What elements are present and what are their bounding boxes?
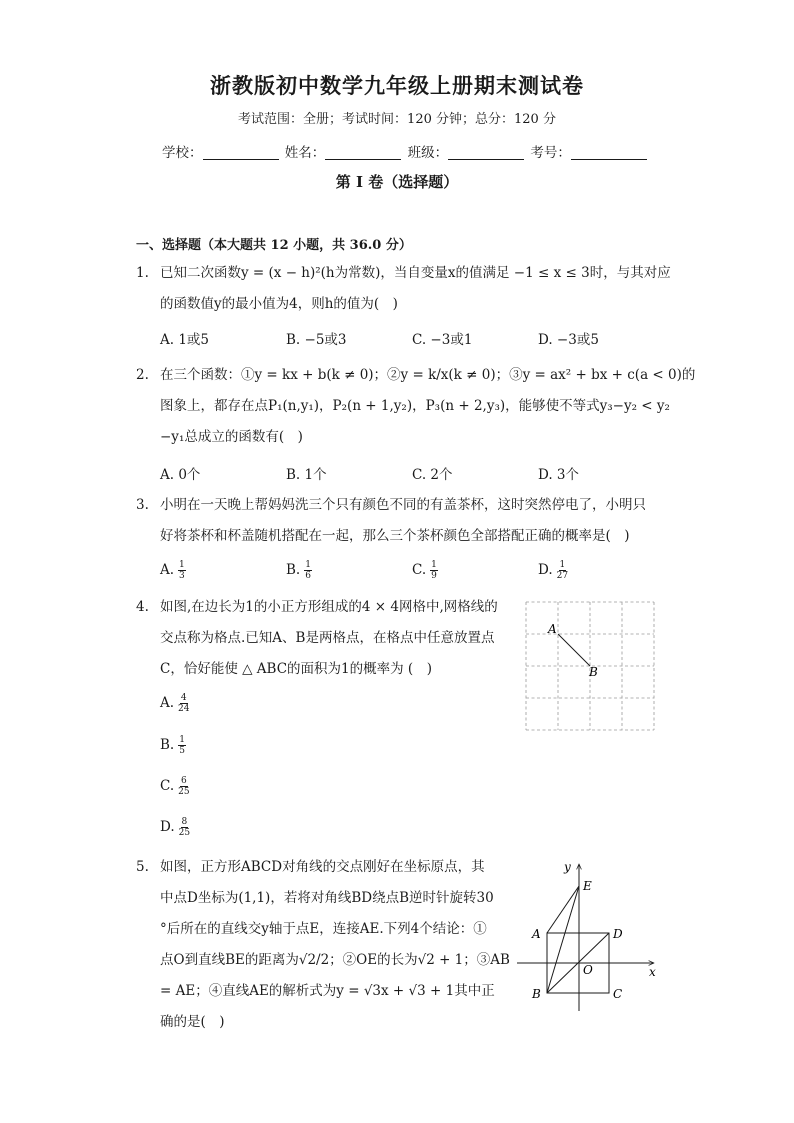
question-line: 如图,在边长为1的小正方形组成的4 × 4网格中,网格线的: [160, 599, 498, 615]
label-d: D: [613, 927, 623, 941]
name-label: 姓名：: [284, 145, 326, 161]
option-c: [412, 560, 438, 581]
option-c: C. −3或1: [412, 332, 473, 348]
question-number: 3.: [136, 497, 149, 513]
segment-ab: [558, 634, 590, 666]
square-figure: [512, 856, 662, 1016]
question-number: 2.: [136, 367, 149, 383]
numerator: 1: [179, 735, 185, 745]
option-letter: B.: [160, 737, 175, 753]
label-a: A: [532, 927, 541, 941]
question-number: 5.: [136, 859, 149, 875]
option-c: C. 2个: [412, 467, 453, 483]
label-b: B: [589, 665, 598, 679]
fraction: [178, 560, 186, 581]
question-number: 4.: [136, 599, 149, 615]
fraction: [178, 776, 189, 797]
denominator: 25: [178, 828, 191, 838]
denominator: 9: [431, 571, 437, 581]
denominator: 27: [556, 571, 569, 581]
question-line: 交点称为格点.已知A、B是两格点，在格点中任意放置点: [160, 630, 495, 646]
question-2: [136, 360, 696, 453]
numerator: 1: [305, 560, 311, 570]
label-x: x: [649, 965, 656, 979]
option-letter: C.: [160, 778, 175, 794]
section-heading: 一、选择题（本大题共 12 小题，共 36.0 分）: [136, 238, 412, 253]
denominator: 5: [179, 746, 185, 756]
option-b: B. −5或3: [286, 332, 347, 348]
question-line: 确的是( ): [160, 1014, 225, 1030]
option-letter: A.: [160, 562, 175, 578]
option-letter: D.: [538, 562, 553, 578]
fraction: [178, 735, 186, 756]
school-blank: [203, 145, 279, 160]
class-blank: [448, 145, 524, 160]
exam-number-blank: [571, 145, 647, 160]
name-blank: [325, 145, 401, 160]
question-line: 如图，正方形ABCD对角线的交点刚好在坐标原点，其: [160, 859, 485, 875]
option-d: [538, 560, 568, 581]
question-line: °后所在的直线交y轴于点E，连接AE.下列4个结论：①: [160, 921, 487, 937]
question-line: C，恰好能使 △ ABC的面积为1的概率为 ( ): [160, 661, 432, 677]
fraction: [304, 560, 312, 581]
numerator: 1: [431, 560, 437, 570]
label-o: O: [583, 963, 593, 977]
question-line: 图象上，都存在点P₁(n,y₁)，P₂(n + 1,y₂)，P₃(n + 2,y₃)，能够使不等式y₃−y₂ < y₂: [160, 398, 670, 414]
option-letter: B.: [286, 562, 301, 578]
option-letter: A.: [160, 695, 175, 711]
question-line: 好将茶杯和杯盖随机搭配在一起，那么三个茶杯颜色全部搭配正确的概率是( ): [160, 528, 630, 544]
option-a: A. 1或5: [160, 332, 210, 348]
option-d: D. 3个: [538, 467, 580, 483]
denominator: 3: [179, 571, 185, 581]
fraction: [179, 817, 190, 838]
fraction: [178, 693, 189, 714]
question-line: 小明在一天晚上帮妈妈洗三个只有颜色不同的有盖茶杯，这时突然停电了，小明只: [160, 497, 646, 513]
question-4: [136, 592, 498, 685]
label-a: A: [548, 622, 557, 636]
option-a: A. 0个: [160, 467, 201, 483]
option-b: B. 1个: [286, 467, 327, 483]
fraction: [557, 560, 568, 581]
option-d: D. −3或5: [538, 332, 599, 348]
option-a: [160, 560, 186, 581]
option-b: [286, 560, 312, 581]
label-c: C: [613, 987, 623, 1001]
grid-figure: [524, 600, 656, 732]
numerator: 6: [181, 776, 187, 786]
numerator: 1: [559, 560, 566, 570]
question-line: = AE；④直线AE的解析式为y = √3x + √3 + 1其中正: [160, 983, 495, 999]
line-ae: [547, 886, 579, 933]
option-a: [160, 693, 190, 714]
label-e: E: [583, 879, 592, 893]
question-1: [136, 258, 671, 320]
school-label: 学校：: [162, 145, 203, 161]
question-5: [136, 852, 510, 1038]
question-number: 1.: [136, 265, 149, 281]
option-c: [160, 776, 190, 797]
label-y: y: [564, 860, 571, 874]
option-d: [160, 817, 190, 838]
numerator: 8: [181, 817, 188, 827]
exam-title: 浙教版初中数学九年级上册期末测试卷: [210, 73, 584, 98]
student-info-fields: [162, 141, 649, 161]
label-b: B: [532, 987, 541, 1001]
volume-heading: 第 I 卷（选择题）: [335, 173, 459, 191]
option-letter: D.: [160, 819, 175, 835]
question-line: 中点D坐标为(1,1)，若将对角线BD绕点B逆时针旋转30: [160, 890, 494, 906]
question-line: 已知二次函数y = (x − h)²(h为常数)，当自变量x的值满足 −1 ≤ x ≤ 3时，与其对应: [160, 265, 671, 281]
exam-meta: 考试范围：全册；考试时间：120 分钟；总分：120 分: [238, 112, 556, 127]
denominator: 25: [178, 787, 190, 797]
numerator: 1: [179, 560, 185, 570]
question-3: [136, 490, 646, 552]
question-line: 点O到直线BE的距离为√2/2；②OE的长为√2 + 1；③AB: [160, 952, 510, 968]
question-line: −y₁总成立的函数有( ): [160, 429, 303, 445]
question-line: 的函数值y的最小值为4，则h的值为( ): [160, 296, 398, 312]
numerator: 4: [180, 693, 187, 703]
denominator: 24: [178, 704, 190, 714]
option-b: [160, 735, 186, 756]
denominator: 6: [305, 571, 311, 581]
exam-number-label: 考号：: [530, 145, 571, 161]
class-label: 班级：: [407, 145, 449, 161]
question-line: 在三个函数：①y = kx + b(k ≠ 0)；②y = k/x(k ≠ 0)；③y = ax² + bx + c(a < 0)的: [160, 367, 696, 383]
fraction: [430, 560, 438, 581]
option-letter: C.: [412, 562, 427, 578]
